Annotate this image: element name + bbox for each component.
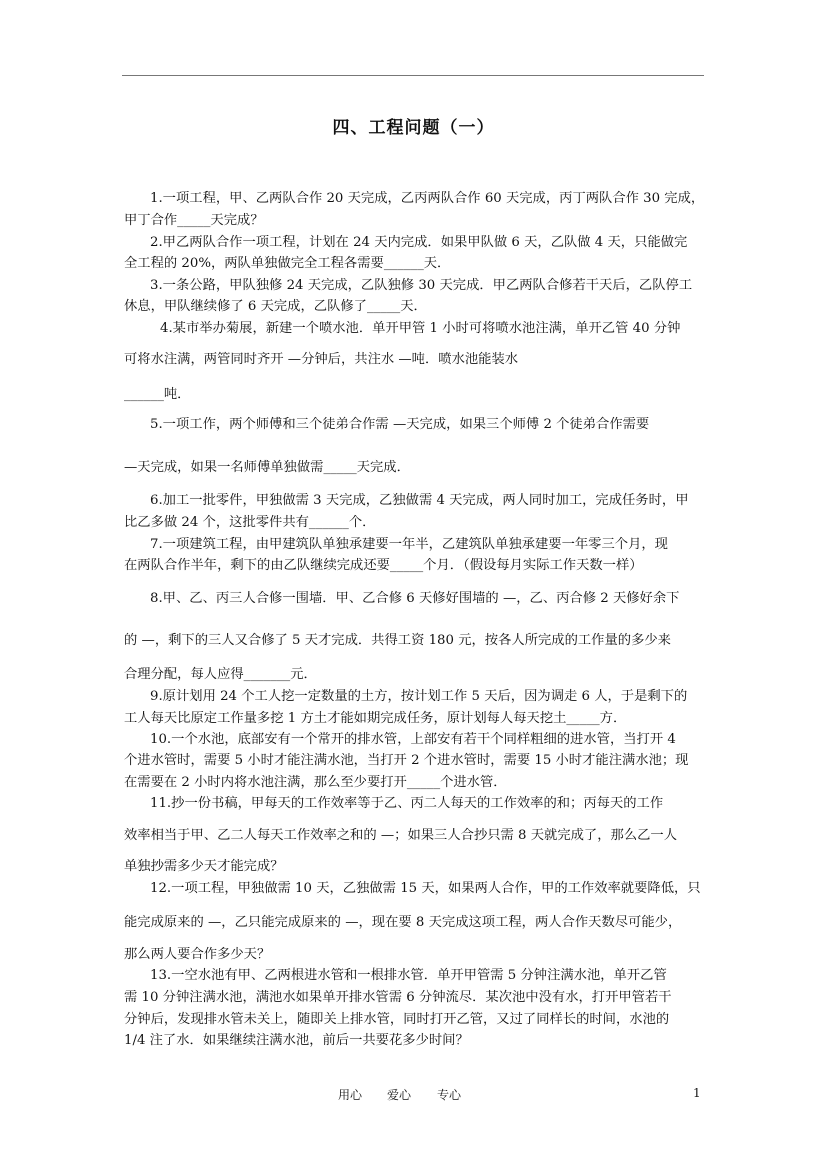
text-line: 10.一个水池，底部安有一个常开的排水管，上部安有若干个同样粗细的进水管，当打开 4 <box>150 732 676 747</box>
text-line: 13.一空水池有甲、乙两根进水管和一根排水管．单开甲管需 5 分钟注满水池，单开乙管 <box>150 968 667 983</box>
text-line: 个进水管时，需要 5 小时才能注满水池，当打开 2 个进水管时，需要 15 小时才能注满水池；现 <box>124 753 689 768</box>
header-rule <box>122 75 704 76</box>
text-line: 的 —，剩下的三人又合修了 5 天才完成．共得工资 180 元，按各人所完成的工作量的多少来 <box>124 633 671 648</box>
text-line: 2.甲乙两队合作一项工程，计划在 24 天内完成．如果甲队做 6 天，乙队做 4 天，只能做完 <box>150 235 688 250</box>
text-line: 在需要在 2 小时内将水池注满，那么至少要打开_____个进水管． <box>124 775 507 790</box>
page-title: 四、工程问题（一） <box>332 118 495 138</box>
text-line: 1/4 注了水．如果继续注满水池，前后一共要花多少时间？ <box>124 1033 469 1048</box>
text-line: ______吨． <box>124 387 191 402</box>
text-line: 工人每天比原定工作量多挖 1 方土才能如期完成任务，原计划每人每天挖土_____方． <box>124 711 627 726</box>
text-line: 效率相当于甲、乙二人每天工作效率之和的 —；如果三人合抄只需 8 天就完成了，那么乙一人 <box>124 828 678 843</box>
text-line: 11.抄一份书稿，甲每天的工作效率等于乙、丙二人每天的工作效率的和；丙每天的工作 <box>150 796 664 811</box>
text-line: 需 10 分钟注满水池，满池水如果单开排水管需 6 分钟流尽．某次池中没有水，打开甲管若干 <box>124 990 672 1005</box>
text-line: 4.某市举办菊展，新建一个喷水池．单开甲管 1 小时可将喷水池注满，单开乙管 40 分钟 <box>160 321 681 336</box>
footer-text: 用心 <box>338 1088 363 1102</box>
text-line: 可将水注满，两管同时齐开 —分钟后，共注水 —吨．喷水池能装水 <box>124 352 519 367</box>
text-line: —天完成，如果一名师傅单独做需_____天完成． <box>124 460 410 475</box>
text-line: 能完成原来的 —，乙只能完成原来的 —，现在要 8 天完成这项工程，两人合作天数尽可能少， <box>124 915 682 930</box>
text-line: 12.一项工程，甲独做需 10 天，乙独做需 15 天，如果两人合作，甲的工作效率就要降低，只 <box>150 881 701 896</box>
text-line: 7.一项建筑工程，由甲建筑队单独承建要一年半，乙建筑队单独承建要一年零三个月，现 <box>150 537 668 552</box>
text-line: 5.一项工作，两个师傅和三个徒弟合作需 —天完成，如果三个师傅 2 个徒弟合作需要 <box>150 417 650 432</box>
text-line: 在两队合作半年，剩下的由乙队继续完成还要_____个月．（假设每月实际工作天数一样） <box>124 558 643 573</box>
text-line: 6.加工一批零件，甲独做需 3 天完成，乙独做需 4 天完成，两人同时加工，完成任务时，甲 <box>150 493 689 508</box>
text-line: 那么两人要合作多少天？ <box>124 947 271 962</box>
page-number: 1 <box>693 1086 701 1100</box>
text-line: 比乙多做 24 个，这批零件共有______个． <box>124 515 376 530</box>
text-line: 分钟后，发现排水管未关上，随即关上排水管，同时打开乙管，又过了同样长的时间，水池的 <box>124 1012 670 1027</box>
footer-text: 爱心 <box>387 1088 412 1102</box>
text-line: 8.甲、乙、丙三人合修一围墙．甲、乙合修 6 天修好围墙的 —，乙、丙合修 2 天修好余下 <box>150 591 680 606</box>
text-line: 甲丁合作_____天完成？ <box>124 213 264 228</box>
text-line: 单独抄需多少天才能完成？ <box>124 859 284 874</box>
text-line: 3.一条公路，甲队独修 24 天完成，乙队独修 30 天完成．甲乙两队合修若干天后，乙队停工 <box>150 278 693 293</box>
text-line: 全工程的 20%，两队单独做完全工程各需要______天． <box>124 256 451 271</box>
text-line: 9.原计划用 24 个工人挖一定数量的土方，按计划工作 5 天后，因为调走 6 人，于是剩下的 <box>150 689 688 704</box>
footer-text: 专心 <box>437 1088 462 1102</box>
text-line: 合理分配，每人应得_______元． <box>124 667 317 682</box>
text-line: 1.一项工程，甲、乙两队合作 20 天完成，乙丙两队合作 60 天完成，丙丁两队合作 30 完成， <box>150 191 705 206</box>
text-line: 休息，甲队继续修了 6 天完成，乙队修了_____天． <box>124 299 427 314</box>
